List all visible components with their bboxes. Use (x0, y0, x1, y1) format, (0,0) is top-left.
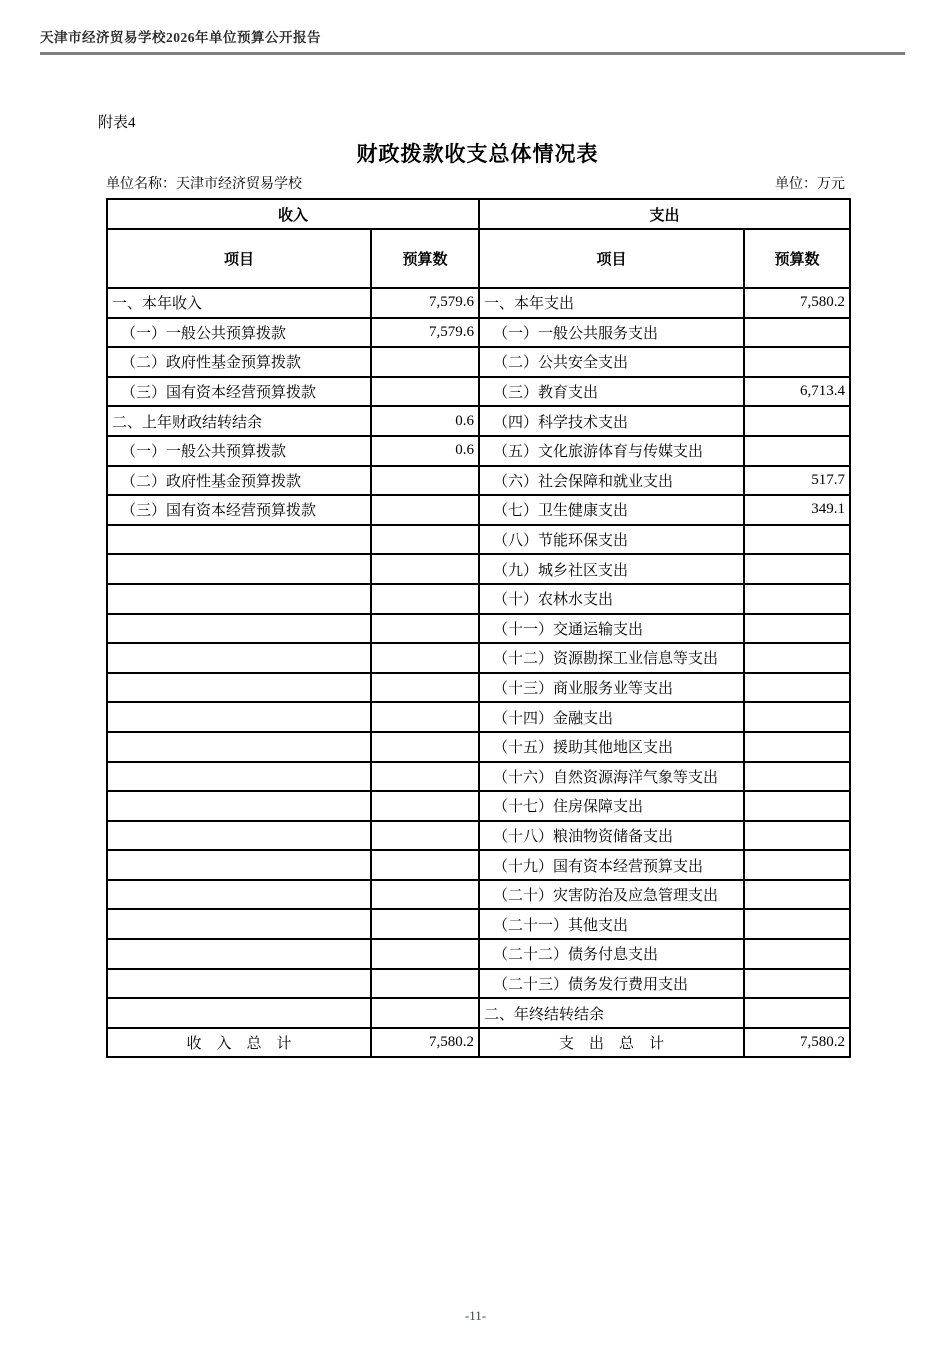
expense-item-cell: （四）科学技术支出 (479, 406, 744, 436)
income-value-cell (371, 466, 479, 496)
expense-value-cell (744, 969, 850, 999)
income-value-cell (371, 762, 479, 792)
income-item-cell (107, 880, 371, 910)
table-row (107, 791, 850, 821)
table-row (107, 436, 850, 466)
total-row (107, 1028, 850, 1058)
income-item-cell: （一）一般公共预算拨款 (107, 436, 371, 466)
income-section-header: 收入 (107, 199, 479, 229)
expense-section-header: 支出 (479, 199, 850, 229)
income-item-cell (107, 732, 371, 762)
expense-item-cell: （五）文化旅游体育与传媒支出 (479, 436, 744, 466)
income-item-cell (107, 614, 371, 644)
unit-name-label: 单位名称：天津市经济贸易学校 (106, 177, 302, 192)
income-item-cell (107, 643, 371, 673)
expense-value-cell (744, 850, 850, 880)
table-row (107, 288, 850, 318)
expense-item-cell: 一、本年支出 (479, 288, 744, 318)
income-item-cell (107, 969, 371, 999)
expense-value-cell (744, 318, 850, 348)
income-value-cell (371, 880, 479, 910)
expense-value-cell: 349.1 (744, 495, 850, 525)
table-row (107, 969, 850, 999)
table-row (107, 702, 850, 732)
expense-item-cell: （十六）自然资源海洋气象等支出 (479, 762, 744, 792)
table-row (107, 821, 850, 851)
expense-item-cell: （十七）住房保障支出 (479, 791, 744, 821)
income-value-cell (371, 554, 479, 584)
expense-value-cell (744, 821, 850, 851)
income-item-cell: 二、上年财政结转结余 (107, 406, 371, 436)
expense-total-label: 支 出 总 计 (479, 1028, 744, 1058)
table-row (107, 525, 850, 555)
income-item-cell: （一）一般公共预算拨款 (107, 318, 371, 348)
expense-value-cell (744, 732, 850, 762)
income-value-cell (371, 584, 479, 614)
income-item-cell (107, 821, 371, 851)
income-item-cell (107, 525, 371, 555)
expense-value-cell (744, 436, 850, 466)
expense-value-cell (744, 643, 850, 673)
income-item-cell: （二）政府性基金预算拨款 (107, 466, 371, 496)
expense-value-cell (744, 584, 850, 614)
table-row (107, 939, 850, 969)
income-item-cell (107, 673, 371, 703)
page-number: -11- (464, 1308, 487, 1323)
income-item-cell (107, 702, 371, 732)
table-row (107, 584, 850, 614)
table-row (107, 673, 850, 703)
expense-item-cell: （七）卫生健康支出 (479, 495, 744, 525)
expense-item-cell: （六）社会保障和就业支出 (479, 466, 744, 496)
expense-value-cell (744, 525, 850, 555)
table-row (107, 466, 850, 496)
income-item-cell (107, 998, 371, 1028)
income-value-cell (371, 347, 479, 377)
income-value-cell (371, 732, 479, 762)
expense-budget-column-header: 预算数 (744, 229, 850, 288)
expense-value-cell (744, 762, 850, 792)
income-value-cell (371, 850, 479, 880)
currency-unit-label: 单位：万元 (775, 177, 845, 192)
income-total-label: 收 入 总 计 (107, 1028, 371, 1058)
column-header-row (107, 229, 850, 288)
expense-item-cell: （三）教育支出 (479, 377, 744, 407)
table-row (107, 614, 850, 644)
income-total-value: 7,580.2 (371, 1028, 479, 1058)
income-item-cell: （二）政府性基金预算拨款 (107, 347, 371, 377)
expense-value-cell (744, 614, 850, 644)
expense-item-cell: （二）公共安全支出 (479, 347, 744, 377)
expense-item-cell: （二十）灾害防治及应急管理支出 (479, 880, 744, 910)
page-title: 财政拨款收支总体情况表 (356, 142, 599, 166)
income-value-cell: 7,579.6 (371, 318, 479, 348)
expense-value-cell (744, 406, 850, 436)
expense-value-cell (744, 998, 850, 1028)
expense-item-cell: 二、年终结转结余 (479, 998, 744, 1028)
expense-item-cell: （一）一般公共服务支出 (479, 318, 744, 348)
income-value-cell (371, 909, 479, 939)
expense-item-cell: （九）城乡社区支出 (479, 554, 744, 584)
income-value-cell (371, 702, 479, 732)
income-value-cell (371, 495, 479, 525)
table-row (107, 762, 850, 792)
expense-item-cell: （八）节能环保支出 (479, 525, 744, 555)
table-row (107, 377, 850, 407)
table-row (107, 909, 850, 939)
income-item-cell: 一、本年收入 (107, 288, 371, 318)
income-item-cell (107, 791, 371, 821)
header-divider-rule (40, 52, 905, 55)
expense-item-cell: （十）农林水支出 (479, 584, 744, 614)
table-row (107, 850, 850, 880)
expense-item-cell: （十三）商业服务业等支出 (479, 673, 744, 703)
income-value-cell (371, 525, 479, 555)
table-row (107, 554, 850, 584)
table-row (107, 347, 850, 377)
expense-item-cell: （十八）粮油物资储备支出 (479, 821, 744, 851)
table-row (107, 495, 850, 525)
expense-item-column-header: 项目 (479, 229, 744, 288)
expense-item-cell: （二十一）其他支出 (479, 909, 744, 939)
expense-value-cell (744, 909, 850, 939)
expense-item-cell: （十一）交通运输支出 (479, 614, 744, 644)
income-value-cell (371, 821, 479, 851)
income-item-cell (107, 762, 371, 792)
income-item-column-header: 项目 (107, 229, 371, 288)
income-item-cell (107, 909, 371, 939)
expense-value-cell (744, 880, 850, 910)
expense-value-cell (744, 673, 850, 703)
income-item-cell: （三）国有资本经营预算拨款 (107, 377, 371, 407)
attachment-label: 附表4 (98, 115, 136, 131)
income-value-cell (371, 998, 479, 1028)
expense-value-cell: 517.7 (744, 466, 850, 496)
expense-item-cell: （十二）资源勘探工业信息等支出 (479, 643, 744, 673)
income-value-cell (371, 939, 479, 969)
expense-item-cell: （二十二）债务付息支出 (479, 939, 744, 969)
income-item-cell (107, 850, 371, 880)
income-value-cell: 7,579.6 (371, 288, 479, 318)
expense-value-cell: 7,580.2 (744, 288, 850, 318)
expense-total-value: 7,580.2 (744, 1028, 850, 1058)
income-value-cell (371, 643, 479, 673)
income-value-cell (371, 969, 479, 999)
budget-table (106, 198, 851, 1058)
table-row (107, 998, 850, 1028)
table-row (107, 406, 850, 436)
income-item-cell (107, 584, 371, 614)
expense-item-cell: （十九）国有资本经营预算支出 (479, 850, 744, 880)
section-header-row (107, 199, 850, 229)
table-row (107, 732, 850, 762)
income-item-cell: （三）国有资本经营预算拨款 (107, 495, 371, 525)
income-value-cell (371, 673, 479, 703)
report-header-text: 天津市经济贸易学校2026年单位预算公开报告 (40, 30, 321, 45)
income-value-cell: 0.6 (371, 406, 479, 436)
table-row (107, 880, 850, 910)
income-value-cell (371, 614, 479, 644)
expense-item-cell: （十四）金融支出 (479, 702, 744, 732)
income-item-cell (107, 939, 371, 969)
income-value-cell: 0.6 (371, 436, 479, 466)
expense-item-cell: （二十三）债务发行费用支出 (479, 969, 744, 999)
table-row (107, 643, 850, 673)
expense-value-cell (744, 791, 850, 821)
income-budget-column-header: 预算数 (371, 229, 479, 288)
expense-value-cell (744, 939, 850, 969)
income-value-cell (371, 377, 479, 407)
expense-item-cell: （十五）援助其他地区支出 (479, 732, 744, 762)
income-item-cell (107, 554, 371, 584)
income-value-cell (371, 791, 479, 821)
expense-value-cell (744, 554, 850, 584)
table-meta-row (106, 173, 845, 193)
expense-value-cell: 6,713.4 (744, 377, 850, 407)
expense-value-cell (744, 347, 850, 377)
table-row (107, 318, 850, 348)
expense-value-cell (744, 702, 850, 732)
